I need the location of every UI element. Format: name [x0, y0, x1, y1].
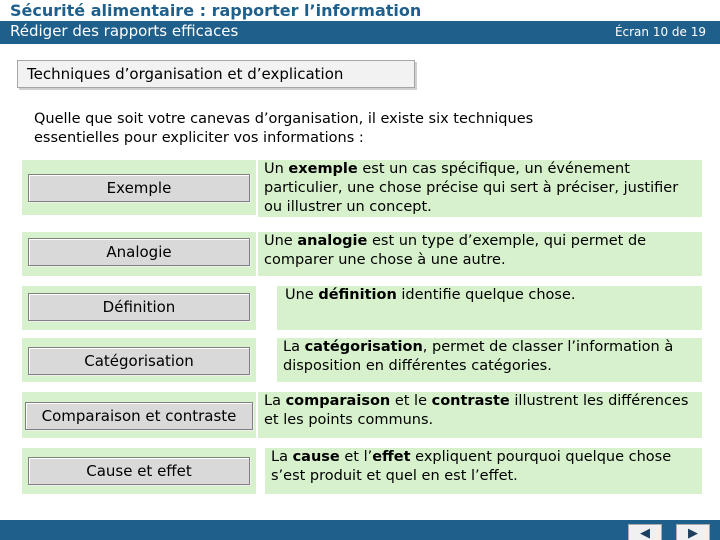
definition-text: Un [264, 161, 289, 177]
definition-text: La [271, 449, 293, 465]
definition-term: cause [292, 449, 340, 465]
definition-text: Une [285, 287, 319, 303]
definition-term: contraste [431, 393, 510, 409]
definition-comparaison [258, 392, 702, 438]
definition-text: et le [390, 393, 432, 409]
definition-term: catégorisation [304, 339, 423, 355]
footer-bar [0, 520, 720, 540]
definition-text: , permet de classer l’information à disposition en différentes catégories. [283, 339, 674, 374]
definition-text: est un cas spécifique, un événement particulier, une chose précise qui sert à préciser, justifier ou illustrer un concept. [264, 161, 679, 215]
definition-text: expliquent pourquoi quelque chose s’est produit et quel en est l’effet. [271, 449, 672, 484]
definition-definition [277, 286, 702, 330]
triangle-left-icon: ◀ [640, 525, 650, 540]
definition-text: La [283, 339, 305, 355]
definition-text: est un type d’exemple, qui permet de comparer une chose à une autre. [264, 233, 647, 268]
term-box-definition: Définition [28, 293, 250, 321]
definition-term: comparaison [285, 393, 391, 409]
definition-text: et l’ [339, 449, 373, 465]
term-box-analogie: Analogie [28, 238, 250, 266]
term-box-categorisation: Catégorisation [28, 347, 250, 375]
definition-term: définition [318, 287, 397, 303]
definition-categorisation [277, 338, 702, 382]
definition-exemple [258, 160, 702, 217]
definition-cause-effet [265, 448, 702, 494]
definition-text: illustrent les différences et les points communs. [264, 393, 689, 428]
definition-text: identifie quelque chose. [396, 287, 576, 303]
triangle-right-icon: ▶ [688, 525, 698, 540]
next-screen-button[interactable] [676, 524, 710, 540]
header [0, 0, 720, 44]
definition-term: exemple [288, 161, 358, 177]
definition-text: La [264, 393, 286, 409]
previous-screen-button[interactable] [628, 524, 662, 540]
term-box-cause-effet: Cause et effet [28, 457, 250, 485]
definition-analogie [258, 232, 702, 276]
term-box-exemple: Exemple [28, 174, 250, 202]
term-box-comparaison: Comparaison et contraste [25, 402, 253, 430]
course-title: Sécurité alimentaire : rapporter l’information [10, 1, 422, 20]
definition-term: effet [372, 449, 411, 465]
module-title: Rédiger des rapports efficaces [10, 22, 239, 40]
intro-text: Quelle que soit votre canevas d’organisation, il existe six techniques essentielles pour expliciter vos informations : [34, 111, 534, 146]
section-title: Techniques d’organisation et d’explication [17, 60, 415, 88]
definition-term: analogie [297, 233, 368, 249]
screen-counter: Écran 10 de 19 [614, 25, 706, 39]
definition-text: Une [264, 233, 298, 249]
